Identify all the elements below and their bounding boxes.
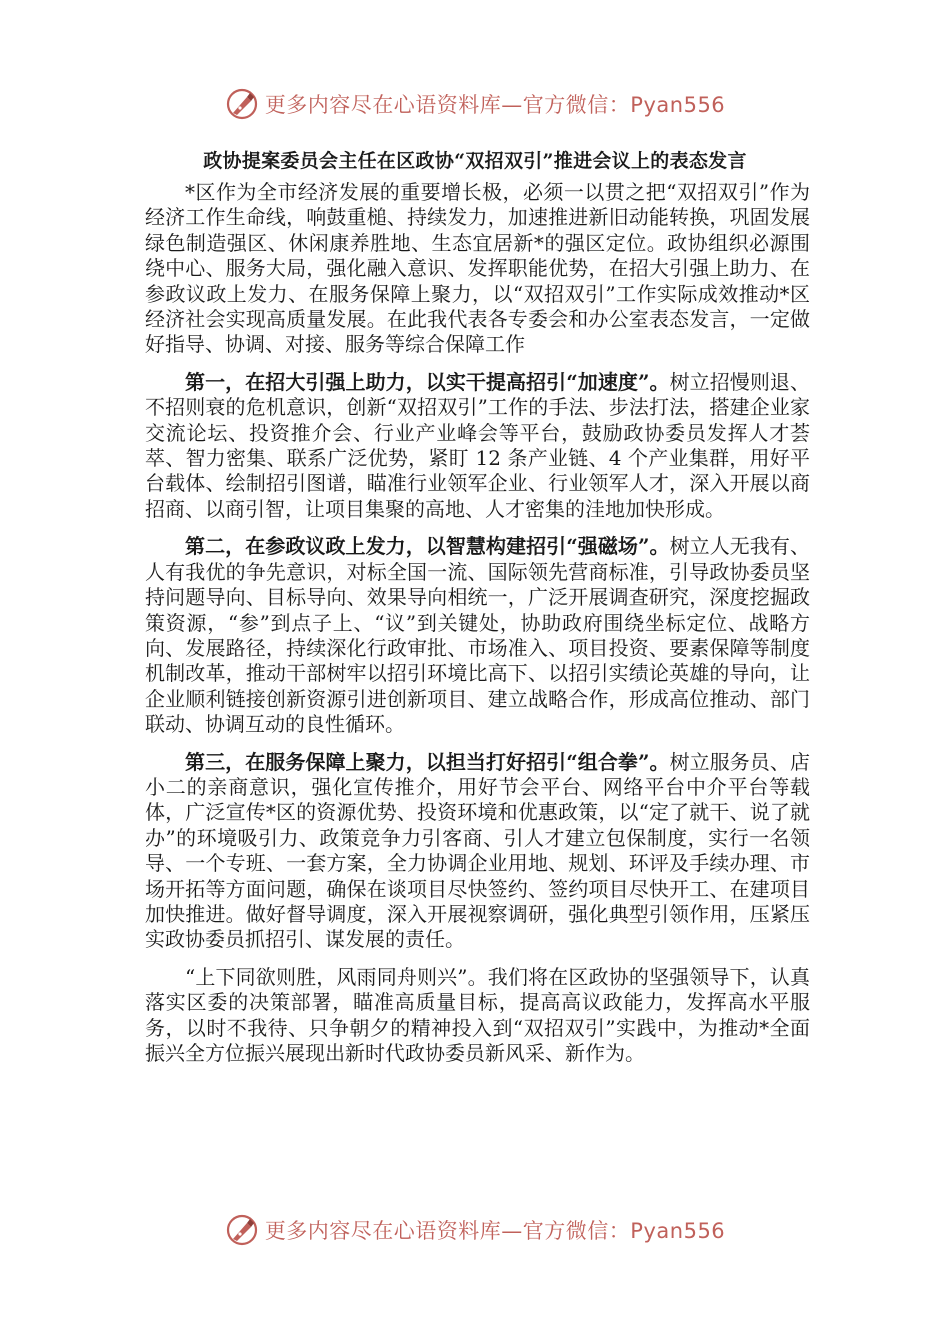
paragraph-text: 树立招慢则退、不招则衰的危机意识，创新“双招双引”工作的手法、步法打法，搭建企业家交流论坛、投资推介会、行业产业峰会等平台，鼓励政协委员发挥人才荟萃、智力密集、联系广泛优势，紧盯 12 条产业链、4 个产业集群，用好平台载体、绘制招引图谱，瞄准行业领军企业、行业领军人才，深入开展以商招商、以商引智，让项目集聚的高地、人才密集的洼地加快形成。 (145, 369, 810, 521)
paragraph-closing (145, 965, 810, 1067)
paragraph-second (145, 534, 810, 737)
paragraph-text: 树立服务员、店小二的亲商意识，强化宣传推介，用好节会平台、网络平台中介平台等载体，广泛宣传*区的资源优势、投资环境和优惠政策，以“定了就干、说了就办”的环境吸引力、政策竞争力引客商、引人才建立包保制度，实行一名领导、一个专班、一套方案，全力协调企业用地、规划、环评及手续办理、市场开拓等方面问题，确保在谈项目尽快签约、签约项目尽快开工、在建项目加快推进。做好督导调度，深入开展视察调研，强化典型引领作用，压紧压实政协委员抓招引、谋发展的责任。 (145, 749, 810, 952)
paragraph-lead: 第三，在服务保障上聚力，以担当打好招引“组合拳”。 (185, 749, 670, 774)
paragraph-lead: 第二，在参政议政上发力，以智慧构建招引“强磁场”。 (185, 534, 670, 559)
paragraph-first (145, 370, 810, 522)
paragraph-third (145, 750, 810, 953)
banner-text: 更多内容尽在心语资料库—官方微信：Pyan556 (264, 93, 726, 117)
paragraph-text: 树立人无我有、人有我优的争先意识，对标全国一流、国际领先营商标准，引导政协委员坚持问题导向、目标导向、效果导向相统一，广泛开展调查研究，深度挖掘政策资源，“参”到点子上、“议”到关键处，协助政府围绕坐标定位、战略方向、发展路径，持续深化行政审批、市场准入、项目投资、要素保障等制度机制改革，推动干部树牢以招引环境比高下、以招引实绩论英雄的导向，让企业顺利链接创新资源引进创新项目、建立战略合作，形成高位推动、部门联动、协调互动的良性循环。 (145, 534, 810, 737)
paragraph-text: “上下同欲则胜，风雨同舟则兴”。我们将在区政协的坚强领导下，认真落实区委的决策部署，瞄准高质量目标，提高高议政能力，发挥高水平服务，以时不我待、只争朝夕的精神投入到“双招双引”实践中，为推动*全面振兴全方位振兴展现出新时代政协委员新风采、新作为。 (145, 964, 810, 1065)
pen-nib-logo-icon (225, 87, 259, 121)
paragraph-lead: 第一，在招大引强上助力，以实干提高招引“加速度”。 (185, 369, 670, 394)
document-body (145, 180, 810, 1078)
pen-nib-logo-icon (225, 1213, 259, 1247)
paragraph-text: *区作为全市经济发展的重要增长极，必须一以贯之把“双招双引”作为经济工作生命线，响鼓重槌、持续发力，加速推进新旧动能转换，巩固发展绿色制造强区、休闲康养胜地、生态宜居新*的强区定位。政协组织必源围绕中心、服务大局，强化融入意识、发挥职能优势，在招大引强上助力、在参政议政上发力、在服务保障上聚力，以“双招双引”工作实际成效推动*区经济社会实现高质量发展。在此我代表各专委会和办公室表态发言，一定做好指导、协调、对接、服务等综合保障工作 (145, 180, 810, 357)
banner-text: 更多内容尽在心语资料库—官方微信：Pyan556 (264, 1219, 726, 1243)
footer-banner (0, 1210, 950, 1250)
header-banner (0, 84, 950, 124)
paragraph-intro (145, 180, 810, 358)
document-title: 政协提案委员会主任在区政协“双招双引”推进会议上的表态发言 (203, 150, 747, 172)
